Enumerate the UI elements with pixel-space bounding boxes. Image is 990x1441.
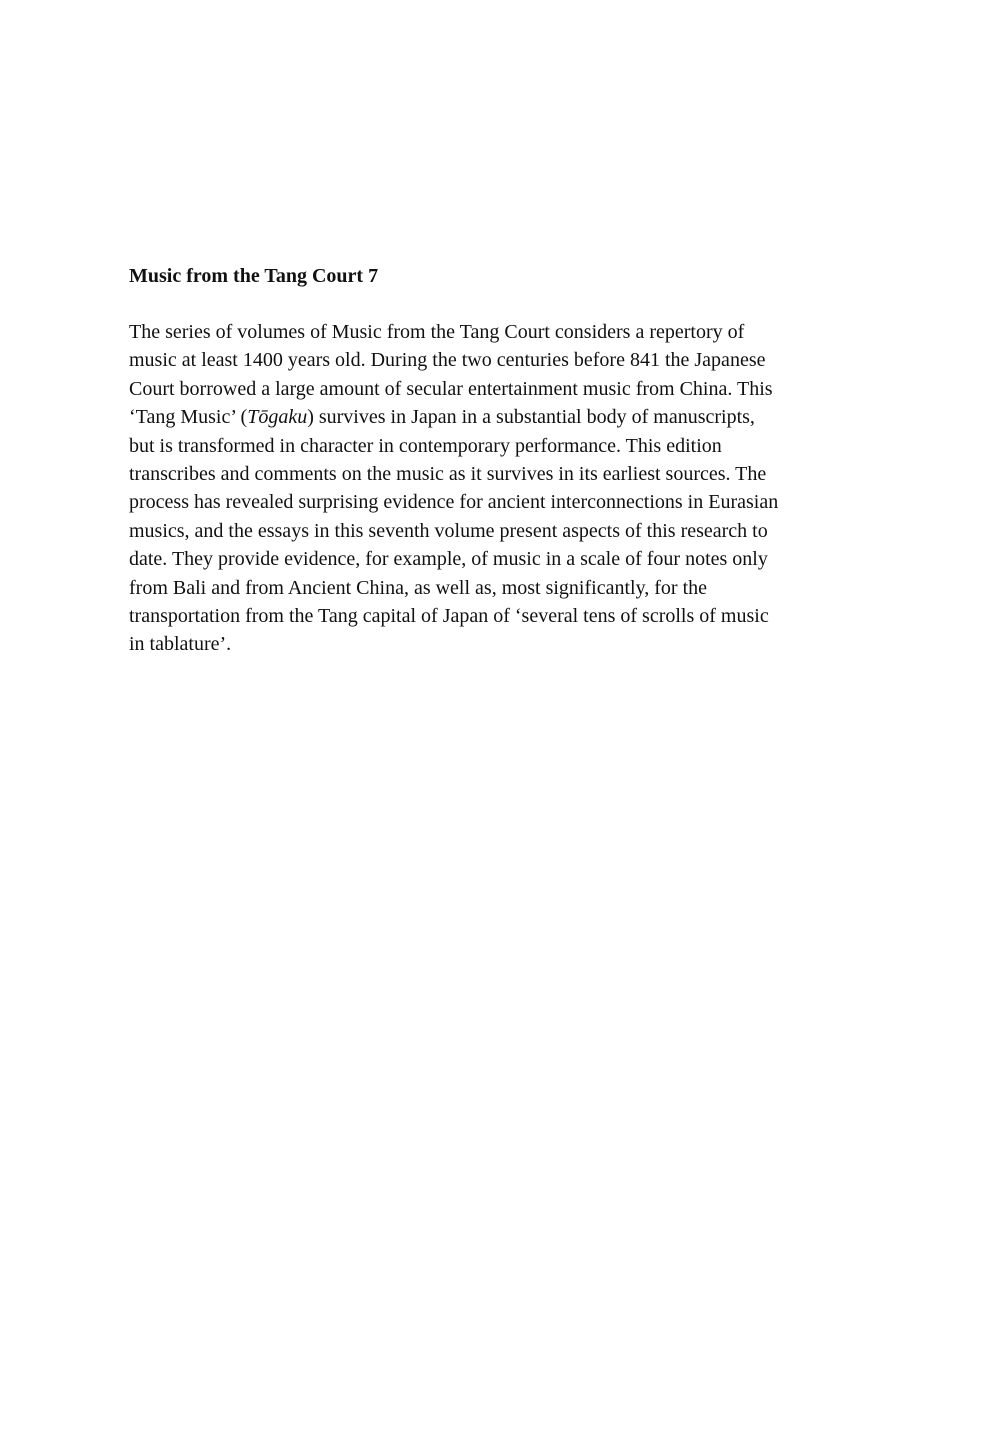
- paragraph-line: transcribes and comments on the music as it survives in its earliest sources. The: [129, 463, 767, 486]
- paragraph-line: [129, 403, 869, 431]
- italic-term: Tōgaku: [247, 406, 308, 429]
- paragraph-text: ) survives in Japan in a substantial body of manuscripts,: [307, 406, 755, 429]
- description-paragraph: [129, 318, 869, 659]
- paragraph-line: The series of volumes of Music from the Tang Court considers a repertory of: [129, 321, 745, 343]
- paragraph-line: from Bali and from Ancient China, as well as, most significantly, for the: [129, 576, 708, 599]
- paragraph-line: but is transformed in character in contemporary performance. This edition: [129, 434, 722, 457]
- paragraph-line: process has revealed surprising evidence for ancient interconnections in Eurasian: [129, 491, 779, 514]
- paragraph-line: musics, and the essays in this seventh volume present aspects of this research to: [129, 519, 768, 542]
- paragraph-line: Court borrowed a large amount of secular entertainment music from China. This: [129, 377, 773, 400]
- page-title: Music from the Tang Court 7: [129, 265, 379, 287]
- paragraph-line: music at least 1400 years old. During the two centuries before 841 the Japanese: [129, 349, 766, 372]
- paragraph-line: transportation from the Tang capital of Japan of ‘several tens of scrolls of music: [129, 605, 769, 628]
- paragraph-line: in tablature’.: [129, 633, 232, 656]
- paragraph-line: date. They provide evidence, for example, of music in a scale of four notes only: [129, 548, 768, 571]
- paragraph-text: ‘Tang Music’ (: [129, 406, 248, 429]
- content-block: [129, 262, 869, 659]
